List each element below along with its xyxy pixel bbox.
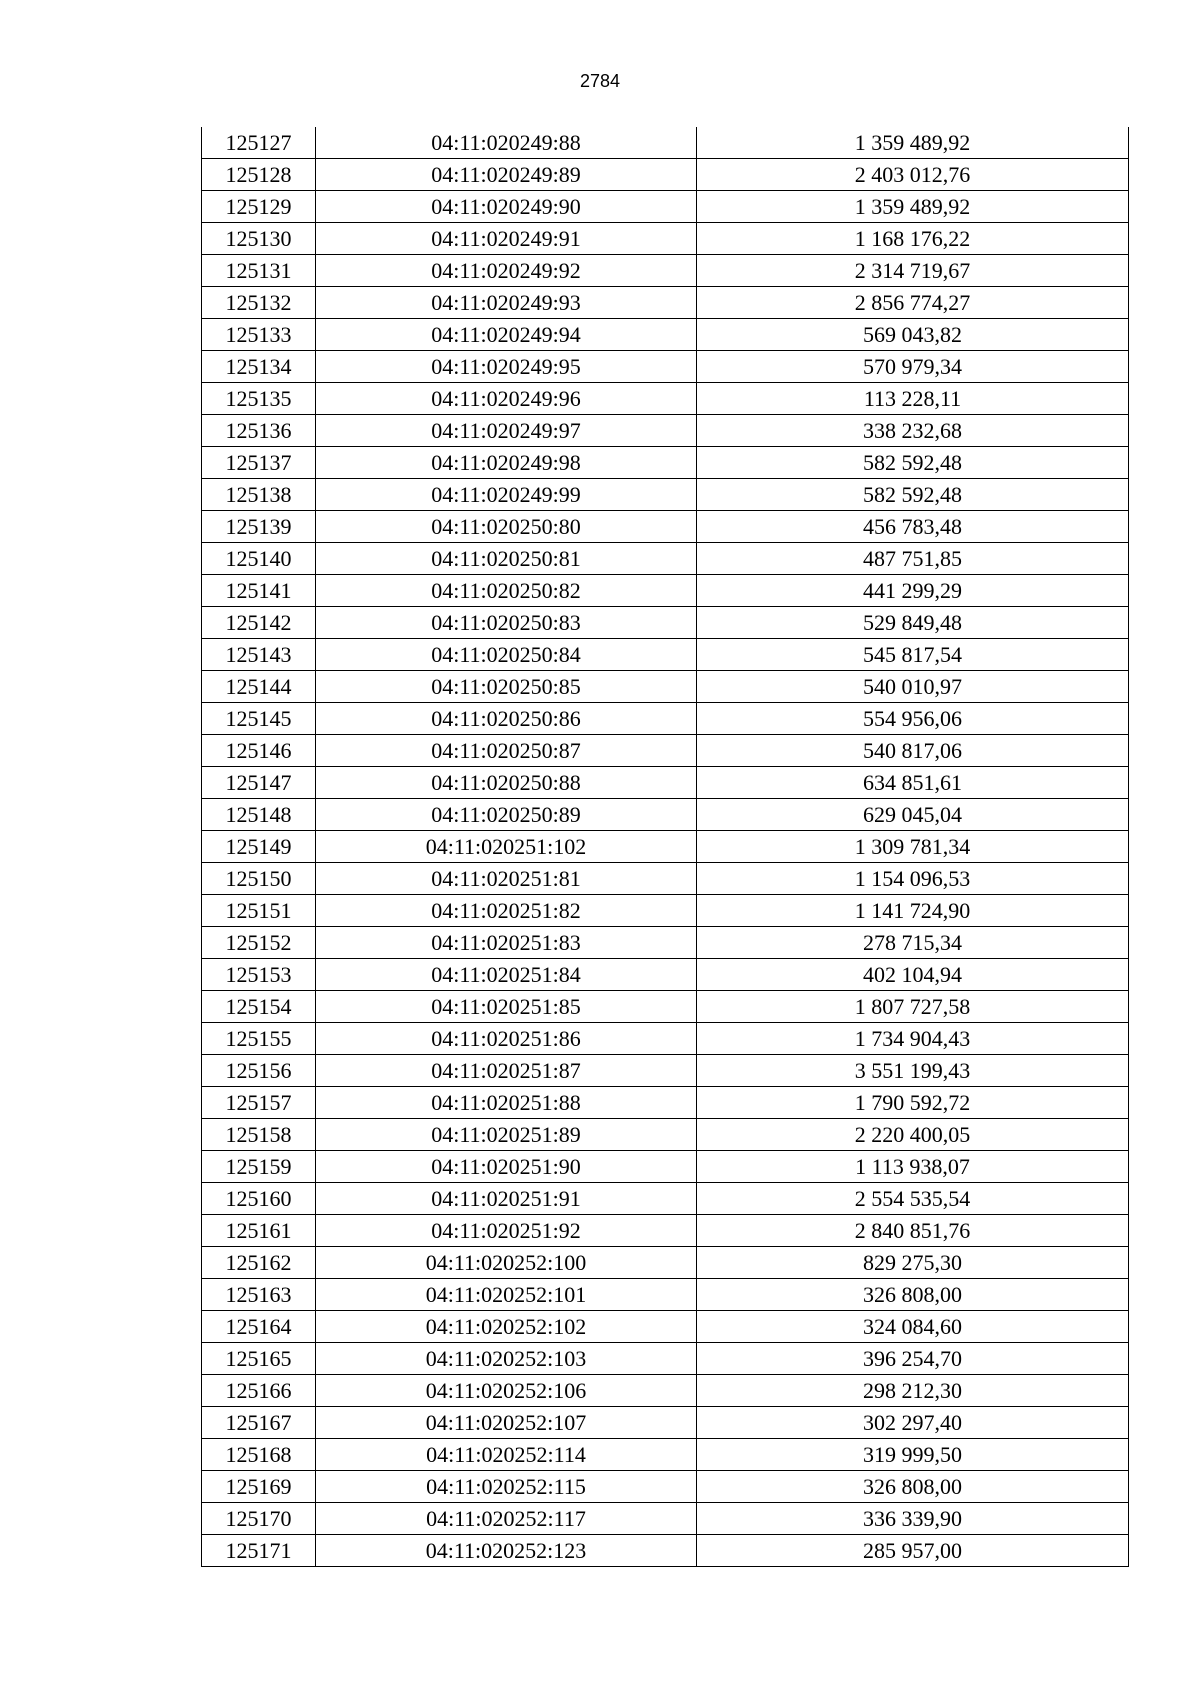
- table-row: [202, 543, 1129, 575]
- table-row: [202, 1151, 1129, 1183]
- cadastral-number-cell: 04:11:020250:81: [316, 543, 697, 575]
- table-row: [202, 351, 1129, 383]
- row-number-cell: 125128: [202, 159, 316, 191]
- value-cell: 629 045,04: [697, 799, 1129, 831]
- row-number-cell: 125169: [202, 1471, 316, 1503]
- table-body: [202, 127, 1129, 1567]
- value-cell: 1 309 781,34: [697, 831, 1129, 863]
- cadastral-number-cell: 04:11:020251:92: [316, 1215, 697, 1247]
- table-row: [202, 1247, 1129, 1279]
- cadastral-number-cell: 04:11:020251:85: [316, 991, 697, 1023]
- value-cell: 326 808,00: [697, 1279, 1129, 1311]
- page-number: 2784: [579, 71, 621, 91]
- row-number-cell: 125143: [202, 639, 316, 671]
- cadastral-number-cell: 04:11:020252:107: [316, 1407, 697, 1439]
- row-number-cell: 125154: [202, 991, 316, 1023]
- value-cell: 1 359 489,92: [697, 127, 1129, 159]
- table-row: [202, 447, 1129, 479]
- table-row: [202, 287, 1129, 319]
- table-row: [202, 511, 1129, 543]
- row-number-cell: 125134: [202, 351, 316, 383]
- row-number-cell: 125149: [202, 831, 316, 863]
- value-cell: 2 554 535,54: [697, 1183, 1129, 1215]
- row-number-cell: 125127: [202, 127, 316, 159]
- cadastral-number-cell: 04:11:020251:81: [316, 863, 697, 895]
- cadastral-number-cell: 04:11:020251:87: [316, 1055, 697, 1087]
- table-row: [202, 223, 1129, 255]
- cadastral-number-cell: 04:11:020252:103: [316, 1343, 697, 1375]
- table-row: [202, 831, 1129, 863]
- row-number-cell: 125167: [202, 1407, 316, 1439]
- cadastral-number-cell: 04:11:020249:90: [316, 191, 697, 223]
- table-row: [202, 575, 1129, 607]
- value-cell: 829 275,30: [697, 1247, 1129, 1279]
- value-cell: 634 851,61: [697, 767, 1129, 799]
- row-number-cell: 125162: [202, 1247, 316, 1279]
- cadastral-number-cell: 04:11:020250:83: [316, 607, 697, 639]
- row-number-cell: 125150: [202, 863, 316, 895]
- value-cell: 456 783,48: [697, 511, 1129, 543]
- value-cell: 402 104,94: [697, 959, 1129, 991]
- row-number-cell: 125146: [202, 735, 316, 767]
- table-container: [201, 127, 1128, 1567]
- table-row: [202, 1375, 1129, 1407]
- value-cell: 554 956,06: [697, 703, 1129, 735]
- value-cell: 582 592,48: [697, 447, 1129, 479]
- value-cell: 1 154 096,53: [697, 863, 1129, 895]
- table-row: [202, 1087, 1129, 1119]
- table-row: [202, 159, 1129, 191]
- value-cell: 540 010,97: [697, 671, 1129, 703]
- cadastral-number-cell: 04:11:020251:86: [316, 1023, 697, 1055]
- cadastral-number-cell: 04:11:020250:84: [316, 639, 697, 671]
- table-row: [202, 799, 1129, 831]
- cadastral-number-cell: 04:11:020251:88: [316, 1087, 697, 1119]
- value-cell: 487 751,85: [697, 543, 1129, 575]
- table-row: [202, 607, 1129, 639]
- cadastral-number-cell: 04:11:020251:82: [316, 895, 697, 927]
- table-row: [202, 255, 1129, 287]
- value-cell: 396 254,70: [697, 1343, 1129, 1375]
- row-number-cell: 125135: [202, 383, 316, 415]
- value-cell: 1 141 724,90: [697, 895, 1129, 927]
- row-number-cell: 125147: [202, 767, 316, 799]
- table-row: [202, 639, 1129, 671]
- value-cell: 1 113 938,07: [697, 1151, 1129, 1183]
- row-number-cell: 125164: [202, 1311, 316, 1343]
- value-cell: 545 817,54: [697, 639, 1129, 671]
- value-cell: 1 734 904,43: [697, 1023, 1129, 1055]
- row-number-cell: 125159: [202, 1151, 316, 1183]
- row-number-cell: 125142: [202, 607, 316, 639]
- cadastral-number-cell: 04:11:020249:93: [316, 287, 697, 319]
- row-number-cell: 125156: [202, 1055, 316, 1087]
- value-cell: 1 807 727,58: [697, 991, 1129, 1023]
- cadastral-number-cell: 04:11:020252:115: [316, 1471, 697, 1503]
- row-number-cell: 125161: [202, 1215, 316, 1247]
- value-cell: 113 228,11: [697, 383, 1129, 415]
- row-number-cell: 125133: [202, 319, 316, 351]
- table-row: [202, 1471, 1129, 1503]
- cadastral-number-cell: 04:11:020252:114: [316, 1439, 697, 1471]
- value-cell: 319 999,50: [697, 1439, 1129, 1471]
- row-number-cell: 125158: [202, 1119, 316, 1151]
- data-table: [201, 127, 1129, 1567]
- table-row: [202, 735, 1129, 767]
- row-number-cell: 125136: [202, 415, 316, 447]
- value-cell: 1 359 489,92: [697, 191, 1129, 223]
- table-row: [202, 415, 1129, 447]
- table-row: [202, 1215, 1129, 1247]
- table-row: [202, 863, 1129, 895]
- cadastral-number-cell: 04:11:020252:102: [316, 1311, 697, 1343]
- value-cell: 570 979,34: [697, 351, 1129, 383]
- row-number-cell: 125139: [202, 511, 316, 543]
- value-cell: 1 168 176,22: [697, 223, 1129, 255]
- cadastral-number-cell: 04:11:020249:95: [316, 351, 697, 383]
- value-cell: 324 084,60: [697, 1311, 1129, 1343]
- row-number-cell: 125168: [202, 1439, 316, 1471]
- table-row: [202, 671, 1129, 703]
- table-row: [202, 1055, 1129, 1087]
- value-cell: 278 715,34: [697, 927, 1129, 959]
- table-row: [202, 1439, 1129, 1471]
- cadastral-number-cell: 04:11:020250:88: [316, 767, 697, 799]
- value-cell: 1 790 592,72: [697, 1087, 1129, 1119]
- cadastral-number-cell: 04:11:020250:82: [316, 575, 697, 607]
- cadastral-number-cell: 04:11:020251:83: [316, 927, 697, 959]
- row-number-cell: 125140: [202, 543, 316, 575]
- row-number-cell: 125166: [202, 1375, 316, 1407]
- row-number-cell: 125151: [202, 895, 316, 927]
- row-number-cell: 125155: [202, 1023, 316, 1055]
- table-row: [202, 479, 1129, 511]
- row-number-cell: 125148: [202, 799, 316, 831]
- value-cell: 338 232,68: [697, 415, 1129, 447]
- row-number-cell: 125137: [202, 447, 316, 479]
- row-number-cell: 125163: [202, 1279, 316, 1311]
- value-cell: 2 403 012,76: [697, 159, 1129, 191]
- table-row: [202, 959, 1129, 991]
- cadastral-number-cell: 04:11:020252:117: [316, 1503, 697, 1535]
- table-row: [202, 191, 1129, 223]
- row-number-cell: 125145: [202, 703, 316, 735]
- cadastral-number-cell: 04:11:020250:89: [316, 799, 697, 831]
- table-row: [202, 1407, 1129, 1439]
- value-cell: 569 043,82: [697, 319, 1129, 351]
- value-cell: 2 314 719,67: [697, 255, 1129, 287]
- row-number-cell: 125153: [202, 959, 316, 991]
- cadastral-number-cell: 04:11:020249:97: [316, 415, 697, 447]
- value-cell: 2 856 774,27: [697, 287, 1129, 319]
- value-cell: 2 220 400,05: [697, 1119, 1129, 1151]
- cadastral-number-cell: 04:11:020252:106: [316, 1375, 697, 1407]
- cadastral-number-cell: 04:11:020249:92: [316, 255, 697, 287]
- value-cell: 302 297,40: [697, 1407, 1129, 1439]
- cadastral-number-cell: 04:11:020249:94: [316, 319, 697, 351]
- table-row: [202, 1535, 1129, 1567]
- table-row: [202, 127, 1129, 159]
- row-number-cell: 125160: [202, 1183, 316, 1215]
- table-row: [202, 895, 1129, 927]
- row-number-cell: 125170: [202, 1503, 316, 1535]
- table-row: [202, 1311, 1129, 1343]
- value-cell: 529 849,48: [697, 607, 1129, 639]
- cadastral-number-cell: 04:11:020252:123: [316, 1535, 697, 1567]
- cadastral-number-cell: 04:11:020251:89: [316, 1119, 697, 1151]
- row-number-cell: 125157: [202, 1087, 316, 1119]
- value-cell: 3 551 199,43: [697, 1055, 1129, 1087]
- table-row: [202, 1183, 1129, 1215]
- cadastral-number-cell: 04:11:020249:91: [316, 223, 697, 255]
- cadastral-number-cell: 04:11:020250:86: [316, 703, 697, 735]
- row-number-cell: 125138: [202, 479, 316, 511]
- row-number-cell: 125130: [202, 223, 316, 255]
- table-row: [202, 383, 1129, 415]
- row-number-cell: 125152: [202, 927, 316, 959]
- value-cell: 441 299,29: [697, 575, 1129, 607]
- row-number-cell: 125132: [202, 287, 316, 319]
- value-cell: 326 808,00: [697, 1471, 1129, 1503]
- table-row: [202, 1119, 1129, 1151]
- cadastral-number-cell: 04:11:020249:89: [316, 159, 697, 191]
- table-row: [202, 1023, 1129, 1055]
- value-cell: 298 212,30: [697, 1375, 1129, 1407]
- row-number-cell: 125129: [202, 191, 316, 223]
- row-number-cell: 125131: [202, 255, 316, 287]
- table-row: [202, 767, 1129, 799]
- cadastral-number-cell: 04:11:020250:80: [316, 511, 697, 543]
- table-row: [202, 991, 1129, 1023]
- cadastral-number-cell: 04:11:020251:102: [316, 831, 697, 863]
- cadastral-number-cell: 04:11:020249:88: [316, 127, 697, 159]
- cadastral-number-cell: 04:11:020250:87: [316, 735, 697, 767]
- table-row: [202, 1343, 1129, 1375]
- table-row: [202, 1503, 1129, 1535]
- value-cell: 2 840 851,76: [697, 1215, 1129, 1247]
- cadastral-number-cell: 04:11:020249:99: [316, 479, 697, 511]
- cadastral-number-cell: 04:11:020251:84: [316, 959, 697, 991]
- row-number-cell: 125144: [202, 671, 316, 703]
- value-cell: 582 592,48: [697, 479, 1129, 511]
- value-cell: 540 817,06: [697, 735, 1129, 767]
- cadastral-number-cell: 04:11:020251:91: [316, 1183, 697, 1215]
- value-cell: 285 957,00: [697, 1535, 1129, 1567]
- cadastral-number-cell: 04:11:020249:96: [316, 383, 697, 415]
- table-row: [202, 703, 1129, 735]
- table-row: [202, 1279, 1129, 1311]
- cadastral-number-cell: 04:11:020251:90: [316, 1151, 697, 1183]
- row-number-cell: 125165: [202, 1343, 316, 1375]
- row-number-cell: 125141: [202, 575, 316, 607]
- value-cell: 336 339,90: [697, 1503, 1129, 1535]
- row-number-cell: 125171: [202, 1535, 316, 1567]
- table-row: [202, 927, 1129, 959]
- cadastral-number-cell: 04:11:020250:85: [316, 671, 697, 703]
- cadastral-number-cell: 04:11:020252:100: [316, 1247, 697, 1279]
- cadastral-number-cell: 04:11:020252:101: [316, 1279, 697, 1311]
- cadastral-number-cell: 04:11:020249:98: [316, 447, 697, 479]
- table-row: [202, 319, 1129, 351]
